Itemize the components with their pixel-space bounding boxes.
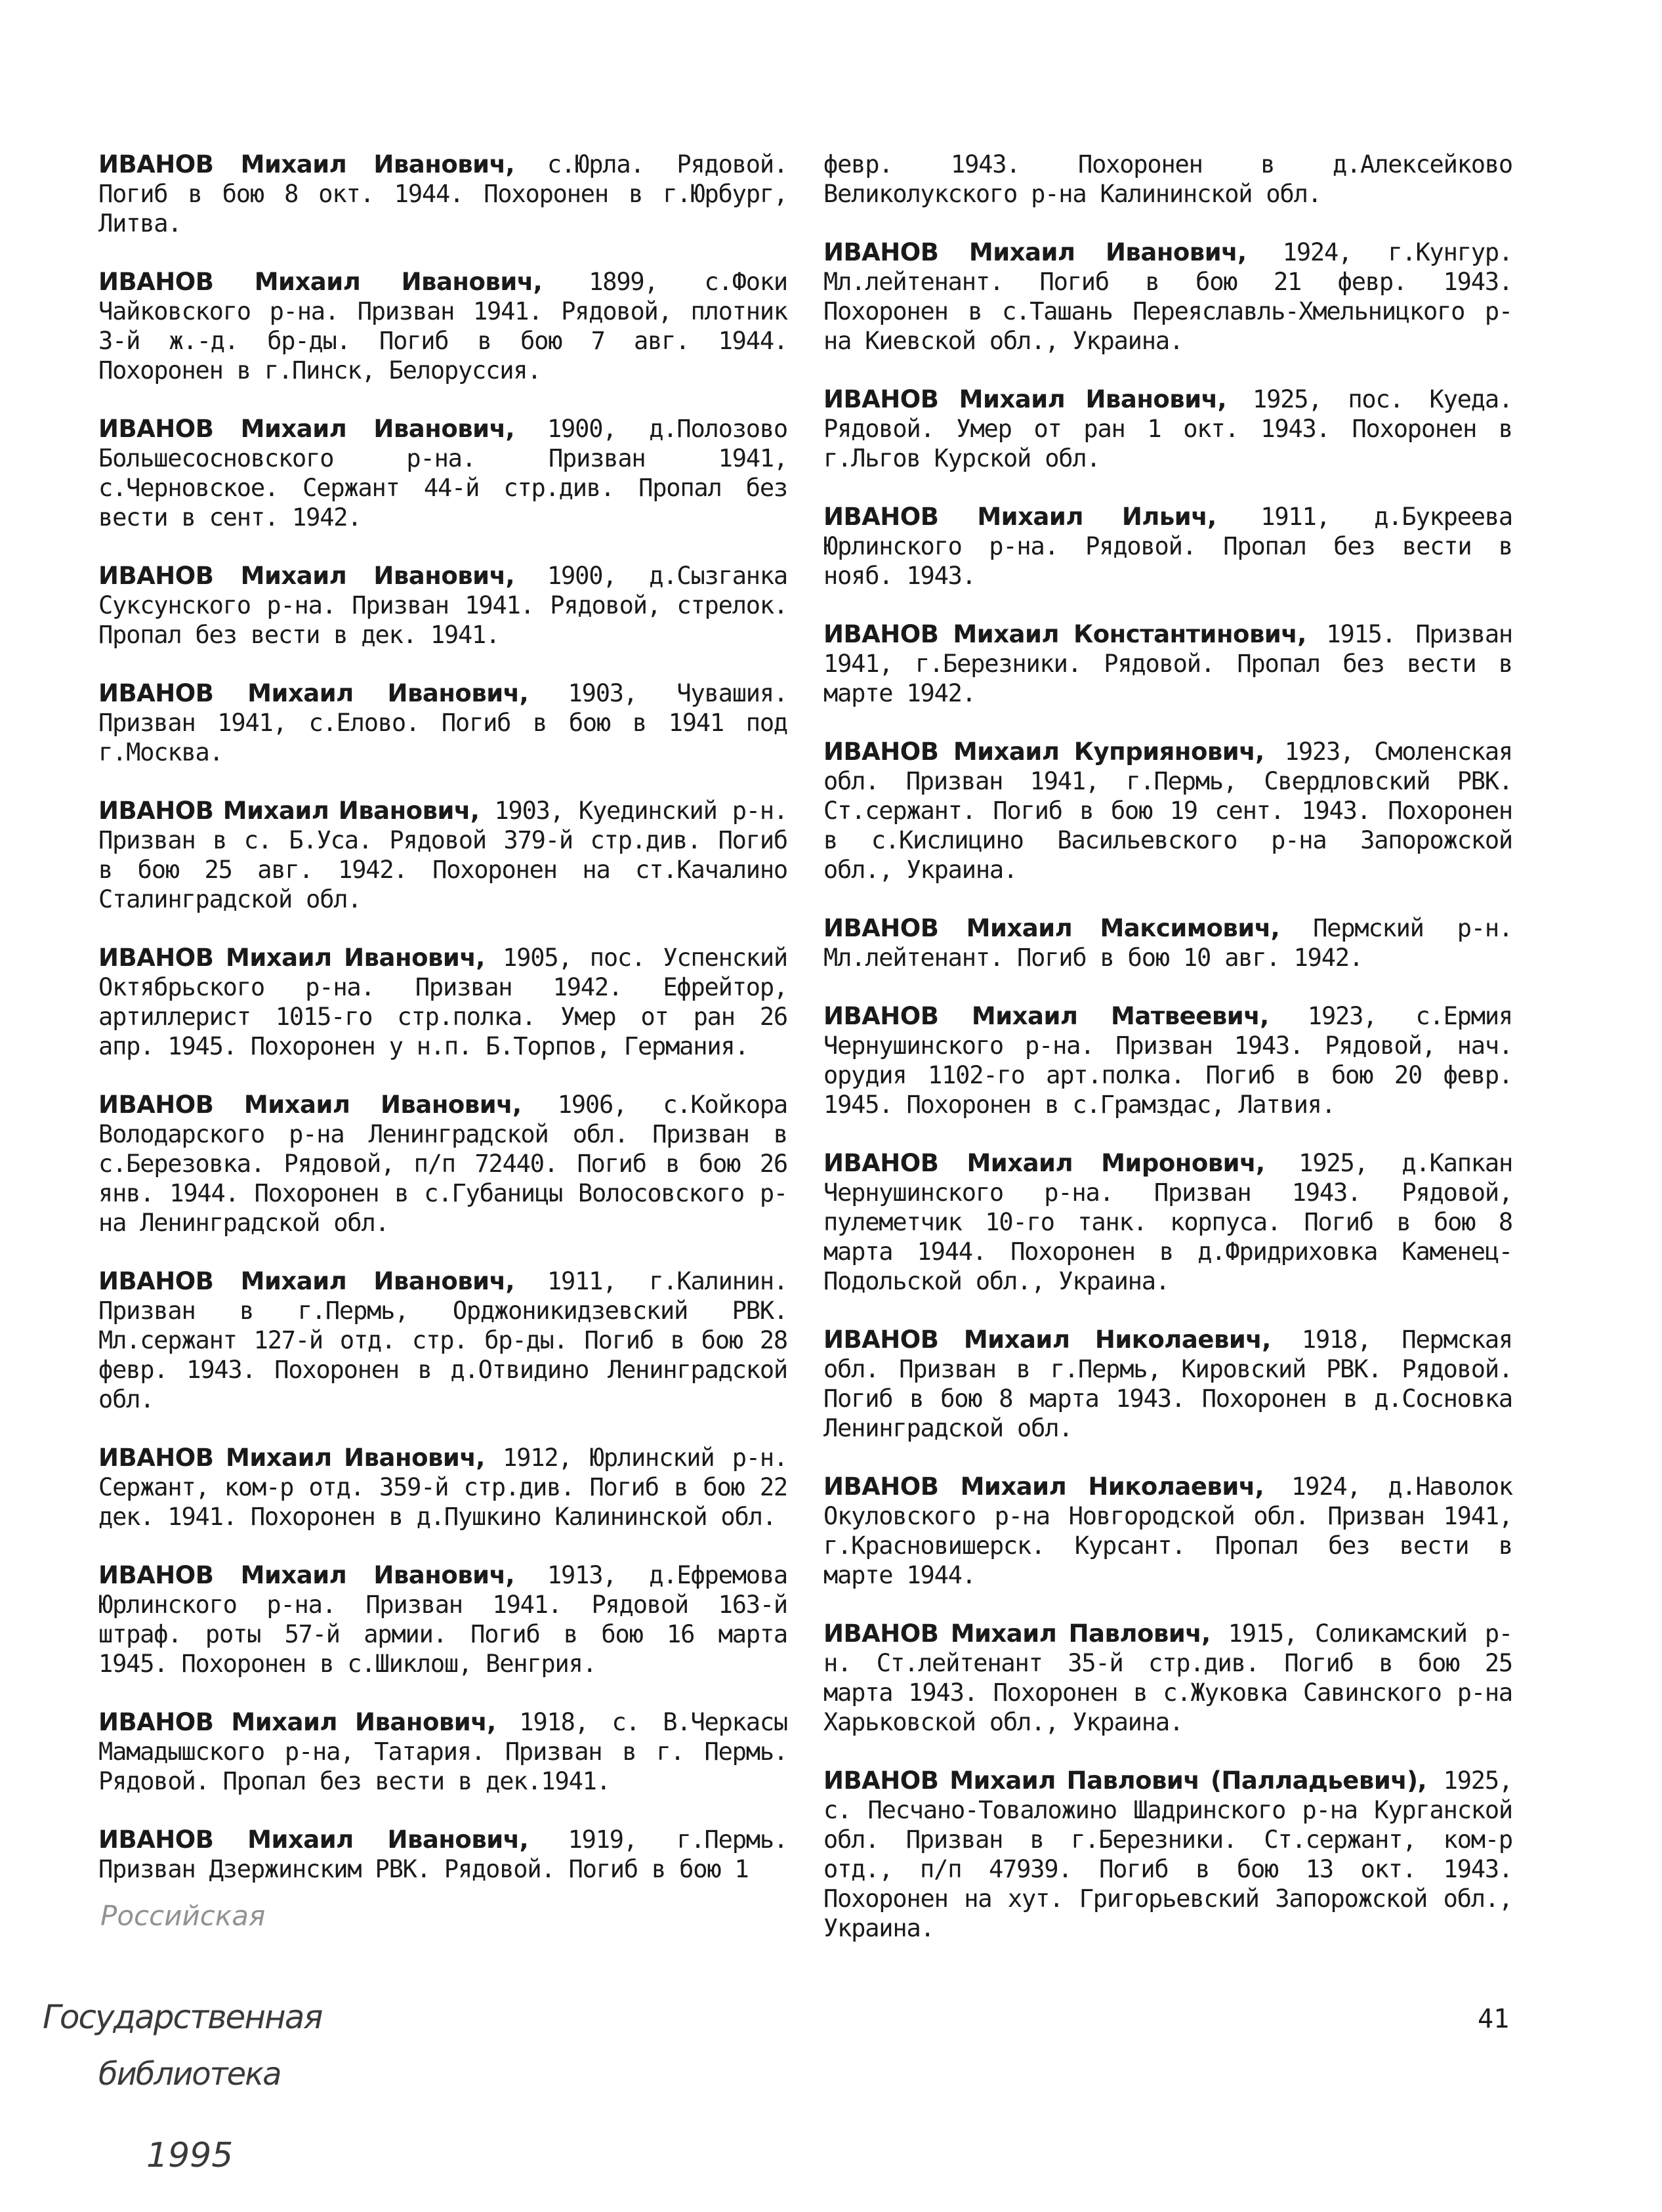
entry-text: 1925, с. Песчано-Товаложино Шадринского р-на Курганской обл. Призван в г.Березники. Ст.сержант, ком-р отд., п/п 47939. Погиб в бою 13 окт. 1943. Похоронен на хут. Григорьевский Запорожской обл., Украина.	[823, 1766, 1513, 1942]
entry	[823, 1325, 1512, 1443]
entry-name: ИВАНОВ Михаил Ильич,	[823, 503, 1216, 531]
entry-name: ИВАНОВ Михаил Иванович,	[98, 268, 543, 296]
entry	[98, 267, 787, 385]
entry	[98, 561, 787, 650]
entry-text: с.Юрла. Рядовой. Погиб в бою 8 окт. 1944. Похоронен в г.Юрбург, Литва.	[98, 150, 788, 238]
entry	[98, 150, 787, 238]
entry-name: ИВАНОВ Михаил Иванович,	[823, 238, 1247, 266]
entry-name: ИВАНОВ Михаил Иванович,	[98, 1267, 515, 1295]
entry	[98, 678, 787, 767]
entry-text: 1919, г.Пермь. Призван Дзержинским РВК. Рядовой. Погиб в бою 1	[98, 1826, 787, 1883]
entry-name: ИВАНОВ Михаил Иванович,	[98, 1444, 485, 1472]
entry-text: 1906, с.Койкора Володарского р-на Ленинградской обл. Призван в с.Березовка. Рядовой, п/п 72440. Погиб в бою 26 янв. 1944. Похоронен в с.Губаницы Волосовского р-на Ленинградской обл.	[98, 1091, 788, 1237]
library-stamp	[43, 1900, 322, 2188]
entry-name: ИВАНОВ Михаил Матвеевич,	[823, 1002, 1269, 1030]
entry	[98, 1443, 787, 1532]
entry-name: ИВАНОВ Михаил Максимович,	[823, 914, 1280, 942]
stamp-year: 1995	[146, 2136, 234, 2175]
entry-text: 1899, с.Фоки Чайковского р-на. Призван 1941. Рядовой, плотник 3-й ж.-д. бр-ды. Погиб в бою 7 авг. 1944. Похоронен в г.Пинск, Белоруссия.	[98, 268, 788, 385]
entry-name: ИВАНОВ Михаил Иванович,	[98, 1561, 515, 1589]
entry-name: ИВАНОВ Михаил Иванович,	[823, 385, 1227, 413]
entry	[98, 943, 787, 1061]
entry-text: 1903, Куединский р-н. Призван в с. Б.Уса. Рядовой 379-й стр.див. Погиб в бою 25 авг. 1942. Похоронен на ст.Качалино Сталинградской обл.	[98, 797, 788, 913]
entry-name: ИВАНОВ Михаил Павлович,	[823, 1619, 1211, 1648]
entry	[98, 414, 787, 532]
entry	[823, 238, 1512, 356]
entry-text: 1924, г.Кунгур. Мл.лейтенант. Погиб в бою 21 февр. 1943. Похоронен в с.Ташань Переяславль-Хмельницкого р-на Киевской обл., Украина.	[823, 238, 1513, 355]
entry-text: 1918, с. В.Черкасы Мамадышского р-на, Татария. Призван в г. Пермь. Рядовой. Пропал без вести в дек.1941.	[98, 1708, 787, 1795]
entry-name: ИВАНОВ Михаил Иванович,	[98, 1091, 522, 1119]
entry	[823, 1001, 1512, 1119]
stamp-line: Государственная	[43, 1998, 322, 2036]
entry-text: 1900, д.Сызганка Суксунского р-на. Призван 1941. Рядовой, стрелок. Пропал без вести в дек. 1941.	[98, 562, 788, 649]
entry-name: ИВАНОВ Михаил Иванович,	[98, 150, 515, 178]
entry-name: ИВАНОВ Михаил Николаевич,	[823, 1472, 1264, 1501]
entry	[98, 1090, 787, 1238]
entry-continuation	[823, 150, 1512, 209]
entry	[823, 1619, 1512, 1737]
entry-name: ИВАНОВ Михаил Куприянович,	[823, 738, 1264, 766]
entry	[98, 1707, 787, 1796]
entry	[823, 1148, 1512, 1296]
entry-text: 1912, Юрлинский р-н. Сержант, ком-р отд. 359-й стр.див. Погиб в бою 22 дек. 1941. Похоронен в д.Пушкино Калининской обл.	[98, 1444, 787, 1531]
entry-name: ИВАНОВ Михаил Иванович,	[98, 562, 515, 590]
entry	[823, 502, 1512, 591]
entry-name: ИВАНОВ Михаил Иванович,	[98, 1708, 496, 1736]
entry	[98, 1560, 787, 1679]
entry-text: 1923, с.Ермия Чернушинского р-на. Призван 1943. Рядовой, нач. орудия 1102-го арт.полка. Погиб в бою 20 февр. 1945. Похоронен в с.Грамздас, Латвия.	[823, 1002, 1512, 1119]
entry-name: ИВАНОВ Михаил Иванович,	[98, 944, 485, 972]
entry	[823, 619, 1512, 708]
entry	[823, 1472, 1512, 1590]
entry-text: 1903, Чувашия. Призван 1941, с.Елово. Погиб в бою в 1941 под г.Москва.	[98, 679, 787, 766]
entry-text: 1925, д.Капкан Чернушинского р-на. Призван 1943. Рядовой, пулеметчик 10-го танк. корпуса. Погиб в бою 8 марта 1944. Похоронен в д.Фридриховка Каменец-Подольской обл., Украина.	[823, 1149, 1513, 1295]
entry	[98, 1825, 787, 1884]
entry-text: 1915, Соликамский р-н. Ст.лейтенант 35-й стр.див. Погиб в бою 25 марта 1943. Похоронен в с.Жуковка Савинского р-на Харьковской обл., Украина.	[823, 1619, 1512, 1736]
stamp-line: Российская	[100, 1900, 266, 1932]
entry-text: 1900, д.Полозово Большесосновского р-на. Призван 1941, с.Черновское. Сержант 44-й стр.див. Пропал без вести в сент. 1942.	[98, 415, 788, 532]
entry-text: 1911, д.Букреева Юрлинского р-на. Рядовой. Пропал без вести в нояб. 1943.	[823, 503, 1512, 590]
entry-text: 1911, г.Калинин. Призван в г.Пермь, Орджоникидзевский РВК. Мл.сержант 127-й отд. стр. бр-ды. Погиб в бою 28 февр. 1943. Похоронен в д.Отвидино Ленинградской обл.	[98, 1267, 788, 1413]
entry-text: 1913, д.Ефремова Юрлинского р-на. Призван 1941. Рядовой 163-й штраф. роты 57-й армии. Погиб в бою 16 марта 1945. Похоронен в с.Шиклош, Венгрия.	[98, 1561, 788, 1678]
entry-text: 1905, пос. Успенский Октябрьского р-на. Призван 1942. Ефрейтор, артиллерист 1015-го стр.полка. Умер от ран 26 апр. 1945. Похоронен у н.п. Б.Торпов, Германия.	[98, 944, 787, 1060]
entry	[98, 1266, 787, 1414]
entry	[823, 913, 1512, 972]
entry-text: февр. 1943. Похоронен в д.Алексейково Великолукского р-на Калининской обл.	[823, 150, 1512, 208]
entry-name: ИВАНОВ Михаил Иванович,	[98, 1826, 529, 1854]
entry-text: 1918, Пермская обл. Призван в г.Пермь, Кировский РВК. Рядовой. Погиб в бою 8 марта 1943. Похоронен в д.Сосновка Ленинградской обл.	[823, 1325, 1512, 1442]
entry	[823, 1766, 1512, 1943]
right-column	[823, 150, 1512, 1972]
stamp-line: библиотека	[98, 2056, 281, 2093]
entry-text: 1925, пос. Куеда. Рядовой. Умер от ран 1 окт. 1943. Похоронен в г.Льгов Курской обл.	[823, 385, 1513, 472]
entry	[823, 737, 1512, 885]
left-column	[98, 150, 787, 1913]
entry-text: Пермский р-н. Мл.лейтенант. Погиб в бою 10 авг. 1942.	[823, 914, 1512, 972]
entry	[823, 385, 1512, 473]
entry-text: 1923, Смоленская обл. Призван 1941, г.Пермь, Свердловский РВК. Ст.сержант. Погиб в бою 19 сент. 1943. Похоронен в с.Кислицино Васильевского р-на Запорожской обл., Украина.	[823, 738, 1513, 884]
entry-name: ИВАНОВ Михаил Константинович,	[823, 620, 1306, 648]
entry	[98, 796, 787, 914]
entry-name: ИВАНОВ Михаил Иванович,	[98, 797, 480, 825]
entry-name: ИВАНОВ Михаил Иванович,	[98, 679, 529, 707]
entry-name: ИВАНОВ Михаил Николаевич,	[823, 1325, 1271, 1354]
entry-text: 1924, д.Наволок Окуловского р-на Новгородской обл. Призван 1941, г.Красновишерск. Курсант. Пропал без вести в марте 1944.	[823, 1472, 1513, 1589]
entry-name: ИВАНОВ Михаил Миронович,	[823, 1149, 1265, 1177]
page-number: 41	[1478, 2004, 1510, 2034]
entry-text: 1915. Призван 1941, г.Березники. Рядовой. Пропал без вести в марте 1942.	[823, 620, 1512, 707]
entry-name: ИВАНОВ Михаил Павлович (Палладьевич),	[823, 1766, 1427, 1795]
entry-name: ИВАНОВ Михаил Иванович,	[98, 415, 515, 443]
